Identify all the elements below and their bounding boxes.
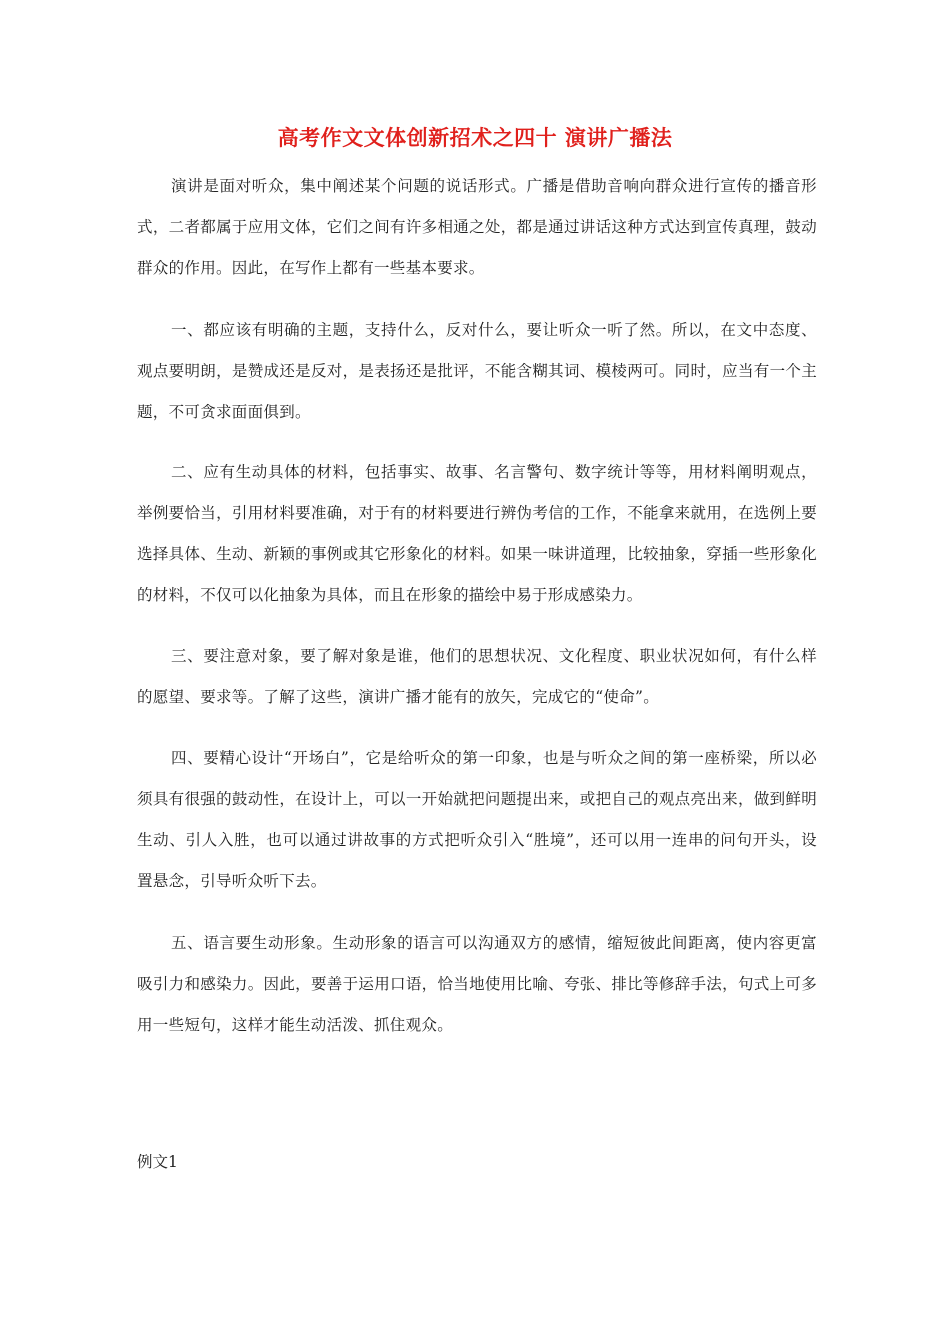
paragraph-point-two: 二、应有生动具体的材料，包括事实、故事、名言警句、数字统计等等，用材料阐明观点，举例要恰当，引用材料要准确，对于有的材料要进行辨伪考信的工作，不能拿来就用，在选例上要选择具体、生动、新颖的事例或其它形象化的材料。如果一味讲道理，比较抽象，穿插一些形象化的材料，不仅可以化抽象为具体，而且在形象的描绘中易于形成感染力。	[137, 463, 817, 604]
paragraph-point-five: 五、语言要生动形象。生动形象的语言可以沟通双方的感情，缩短彼此间距离，使内容更富吸引力和感染力。因此，要善于运用口语，恰当地使用比喻、夸张、排比等修辞手法，句式上可多用一些短句，这样才能生动活泼、抓住观众。	[137, 934, 817, 1034]
paragraph-point-three: 三、要注意对象，要了解对象是谁，他们的思想状况、文化程度、职业状况如何，有什么样的愿望、要求等。了解了这些，演讲广播才能有的放矢，完成它的“使命”。	[137, 647, 817, 706]
example-label: 例文1	[137, 1153, 178, 1171]
paragraph-point-one: 一、都应该有明确的主题，支持什么，反对什么，要让听众一听了然。所以，在文中态度、观点要明朗，是赞成还是反对，是表扬还是批评，不能含糊其词、模棱两可。同时，应当有一个主题，不可贪求面面俱到。	[137, 321, 817, 421]
paragraph-intro: 演讲是面对听众，集中阐述某个问题的说话形式。广播是借助音响向群众进行宣传的播音形式，二者都属于应用文体，它们之间有许多相通之处，都是通过讲话这种方式达到宣传真理，鼓动群众的作用。因此，在写作上都有一些基本要求。	[137, 177, 817, 277]
paragraph-point-four: 四、要精心设计“开场白”，它是给听众的第一印象，也是与听众之间的第一座桥梁，所以必须具有很强的鼓动性，在设计上，可以一开始就把问题提出来，或把自己的观点亮出来，做到鲜明生动、引人入胜，也可以通过讲故事的方式把听众引入“胜境”，还可以用一连串的问句开头，设置悬念，引导听众听下去。	[137, 749, 817, 890]
document-title: 高考作文文体创新招术之四十 演讲广播法	[277, 125, 673, 150]
